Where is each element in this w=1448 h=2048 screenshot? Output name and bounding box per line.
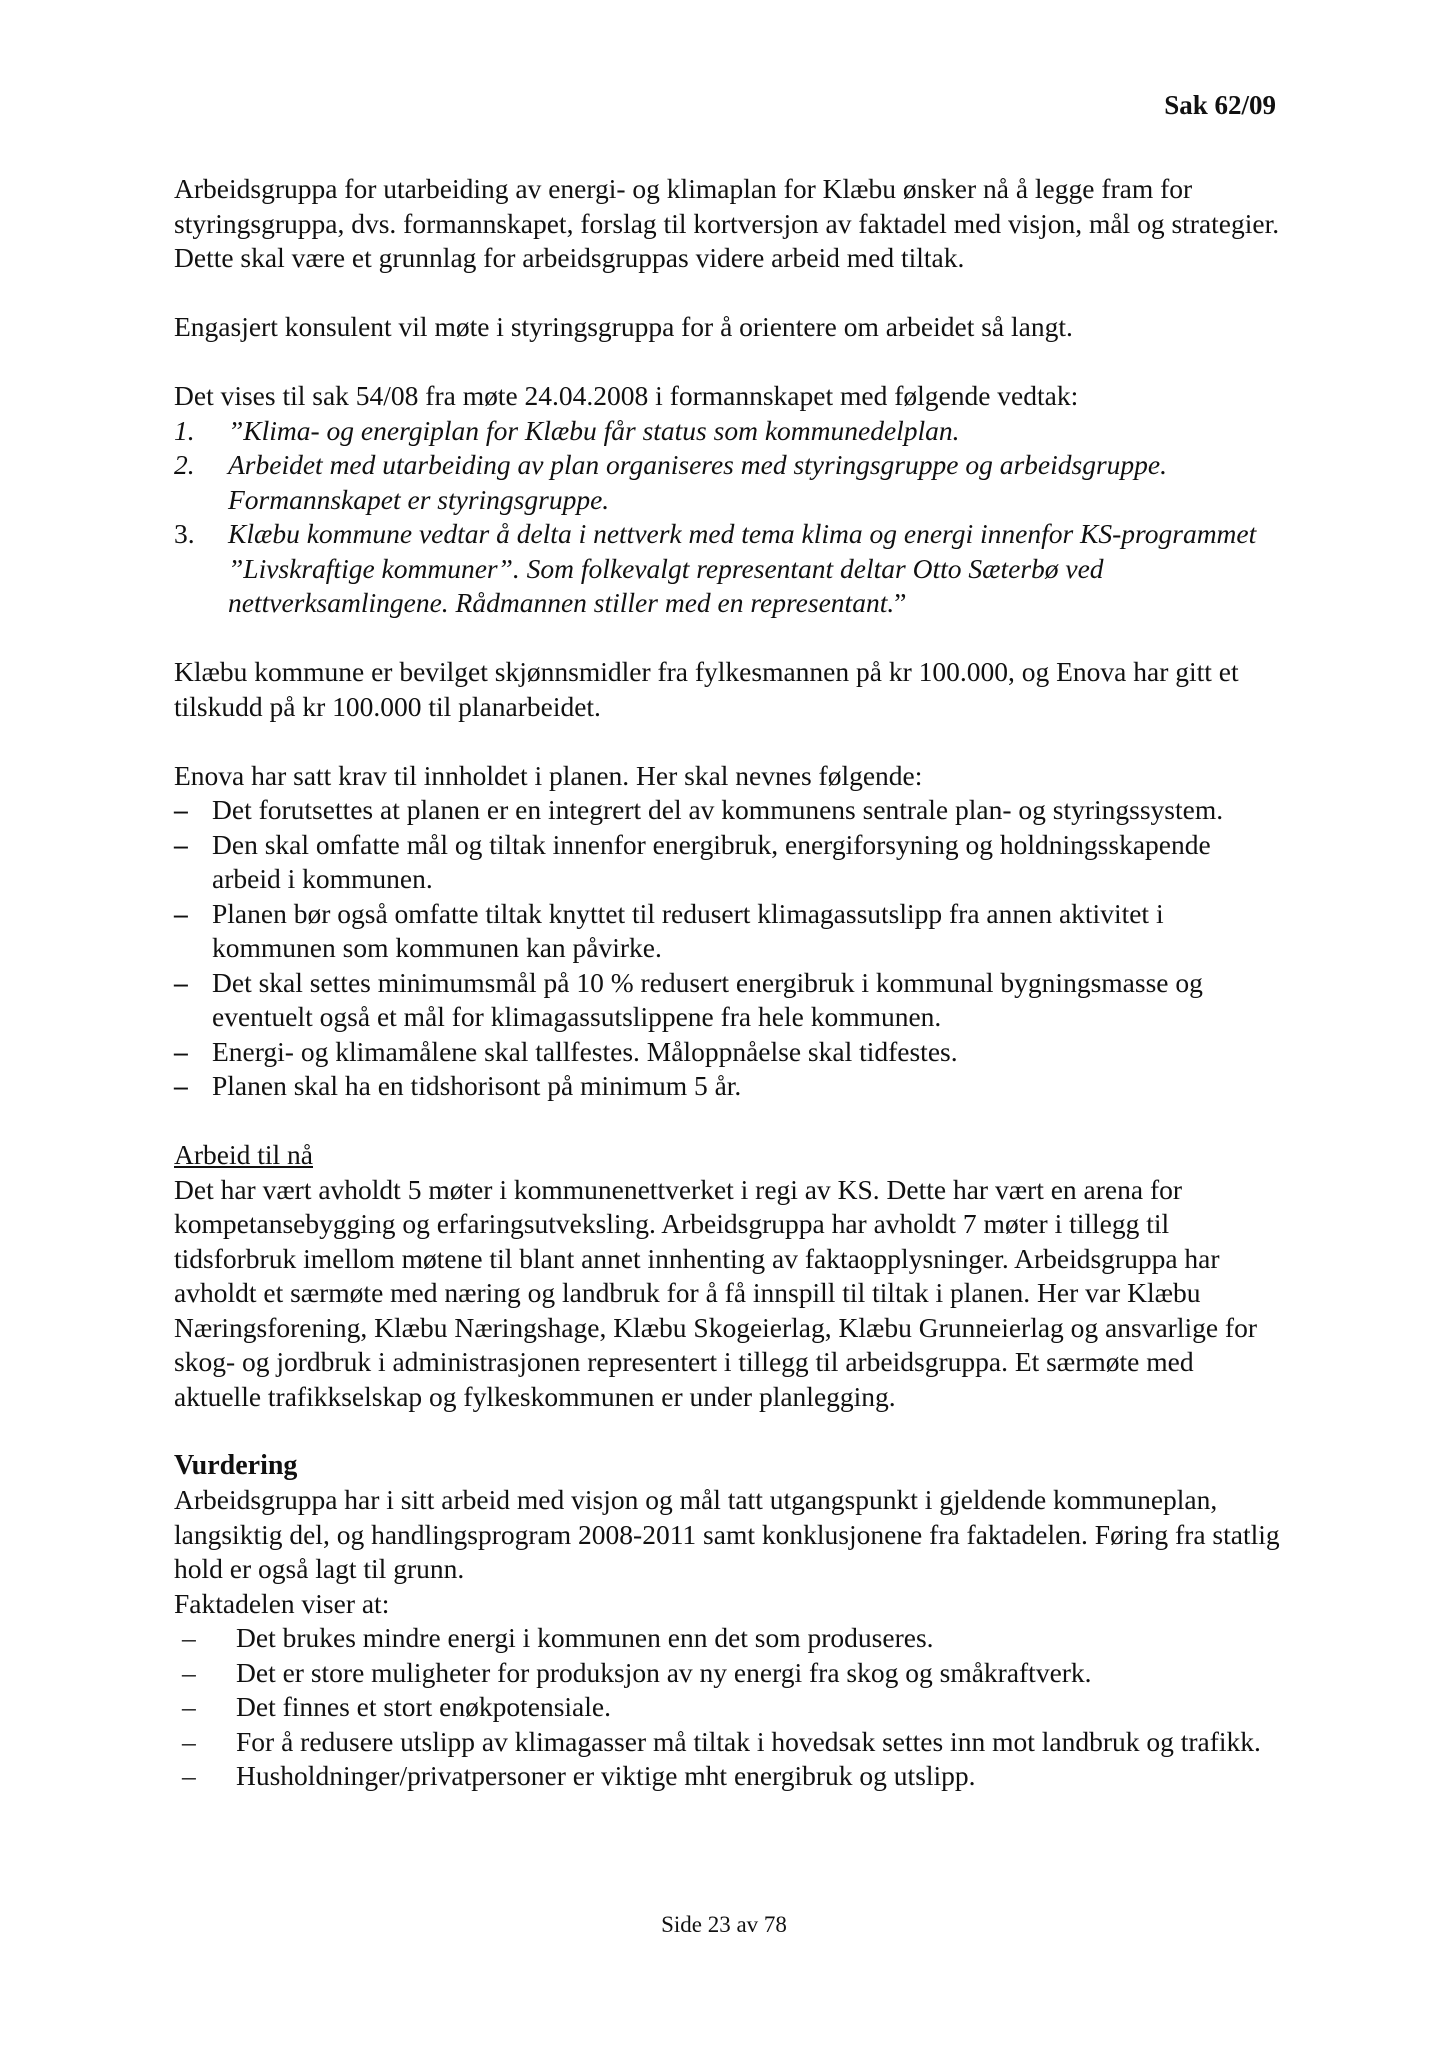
dash-bullet: –: [182, 1691, 196, 1722]
decision-number: 1.: [174, 414, 195, 446]
list-item: [174, 1621, 1284, 1656]
consultant-paragraph: Engasjert konsulent vil møte i styringsgruppa for å orientere om arbeidet så langt.: [174, 311, 1073, 342]
dash-bullet: –: [174, 828, 188, 860]
list-item-text: Det er store muligheter for produksjon av ny energi fra skog og småkraftverk.: [236, 1656, 1092, 1688]
list-item-text: Den skal omfatte mål og tiltak innenfor energibruk, energiforsyning og holdningsskapende arbeid i kommunen.: [212, 828, 1211, 894]
list-item-text: Det brukes mindre energi i kommunen enn det som produseres.: [236, 1622, 934, 1653]
dash-bullet: –: [174, 794, 188, 825]
closing-quote: ”: [894, 587, 907, 618]
section-heading-arbeid: Arbeid til nå: [174, 1139, 313, 1170]
decision-item: [174, 517, 1284, 621]
intro-paragraph: Arbeidsgruppa for utarbeiding av energi- og klimaplan for Klæbu ønsker nå å legge fram for styringsgruppa, dvs. formannskapet, forslag til kortversjon av faktadel med visjon, mål og strategier. Dette skal være et grunnlag for arbeidsgruppas videre arbeid med tiltak.: [174, 173, 1280, 273]
list-item-text: Det forutsettes at planen er en integrert del av kommunens sentrale plan- og styringssystem.: [212, 794, 1224, 825]
list-item: [174, 1759, 1284, 1794]
list-item: [174, 1725, 1284, 1760]
enova-requirements-list: [174, 793, 1284, 1104]
decision-item: [174, 414, 1284, 449]
list-item-text: Husholdninger/privatpersoner er viktige mht energibruk og utslipp.: [236, 1760, 976, 1791]
page-footer: Side 23 av 78: [661, 1912, 787, 1937]
decision-item: [174, 448, 1284, 517]
list-item-text: Planen bør også omfatte tiltak knyttet til redusert klimagassutslipp fra annen aktivitet i kommunen som kommunen kan påvirke.: [212, 897, 1164, 963]
decision-number: 3.: [174, 518, 195, 549]
list-item-text: For å redusere utslipp av klimagasser må tiltak i hovedsak settes inn mot landbruk og trafikk.: [236, 1725, 1261, 1757]
list-item: [174, 828, 1284, 897]
reference-paragraph: Det vises til sak 54/08 fra møte 24.04.2008 i formannskapet med følgende vedtak:: [174, 380, 1079, 411]
list-item: [174, 897, 1284, 966]
enova-intro: Enova har satt krav til innholdet i planen. Her skal nevnes følgende:: [174, 759, 923, 791]
list-item-text: Energi- og klimamålene skal tallfestes. Måloppnåelse skal tidfestes.: [212, 1035, 958, 1067]
list-item-text: Planen skal ha en tidshorisont på minimum 5 år.: [212, 1070, 742, 1101]
dash-bullet: –: [174, 1070, 188, 1101]
list-item-text: Det skal settes minimumsmål på 10 % redusert energibruk i kommunal bygningsmasse og eventuelt også et mål for klimagassutslippene fra hele kommunen.: [212, 966, 1203, 1032]
dash-bullet: –: [174, 1035, 188, 1067]
list-item-text: Det finnes et stort enøkpotensiale.: [236, 1691, 611, 1722]
dash-bullet: –: [174, 897, 188, 929]
decision-text: ”Klima- og energiplan for Klæbu får status som kommunedelplan.: [228, 414, 960, 446]
faktadel-intro: Faktadelen viser at:: [174, 1587, 390, 1619]
faktadel-list: [174, 1621, 1284, 1794]
funding-paragraph: Klæbu kommune er bevilget skjønnsmidler fra fylkesmannen på kr 100.000, og Enova har gitt et tilskudd på kr 100.000 til planarbeidet.: [174, 656, 1239, 722]
list-item: [174, 1690, 1284, 1725]
document-body: [174, 172, 1284, 1794]
decision-list: [174, 414, 1284, 621]
vurdering-paragraph: Arbeidsgruppa har i sitt arbeid med visjon og mål tatt utgangspunkt i gjeldende kommuneplan, langsiktig del, og handlingsprogram 2008-2011 samt konklusjonene fra faktadelen. Føring fra statlig hold er også lagt til grunn.: [174, 1484, 1280, 1584]
list-item: [174, 966, 1284, 1035]
list-item: [174, 1069, 1284, 1104]
dash-bullet: –: [182, 1725, 196, 1757]
decision-text: Arbeidet med utarbeiding av plan organiseres med styringsgruppe og arbeidsgruppe. Formannskapet er styringsgruppe.: [228, 449, 1167, 515]
list-item: [174, 1035, 1284, 1070]
list-item: [174, 1656, 1284, 1691]
decision-text: Klæbu kommune vedtar å delta i nettverk med tema klima og energi innenfor KS-programmet ”Livskraftige kommuner”. Som folkevalgt representant deltar Otto Sæterbø ved nettverksamlingene. Rådmannen stiller med en representant.: [228, 518, 1257, 618]
case-number: Sak 62/09: [1164, 90, 1276, 120]
arbeid-paragraph: Det har vært avholdt 5 møter i kommunenettverket i regi av KS. Dette har vært en arena for kompetansebygging og erfaringsutveksling. Arbeidsgruppa har avholdt 7 møter i tillegg til tidsforbruk imellom møtene til blant annet innhenting av faktaopplysninger. Arbeidsgruppa har avholdt et særmøte med næring og landbruk for å få innspill til tiltak i planen. Her var Klæbu Næringsforening, Klæbu Næringshage, Klæbu Skogeierlag, Klæbu Grunneierlag og ansvarlige for skog- og jordbruk i administrasjonen representert i tillegg til arbeidsgruppa. Et særmøte med aktuelle trafikkselskap og fylkeskommunen er under planlegging.: [174, 1173, 1258, 1412]
dash-bullet: –: [182, 1656, 196, 1688]
decision-number: 2.: [174, 449, 195, 480]
dash-bullet: –: [182, 1760, 196, 1791]
list-item: [174, 793, 1284, 828]
dash-bullet: –: [182, 1622, 196, 1653]
dash-bullet: –: [174, 966, 188, 998]
section-heading-vurdering: Vurdering: [174, 1449, 298, 1481]
